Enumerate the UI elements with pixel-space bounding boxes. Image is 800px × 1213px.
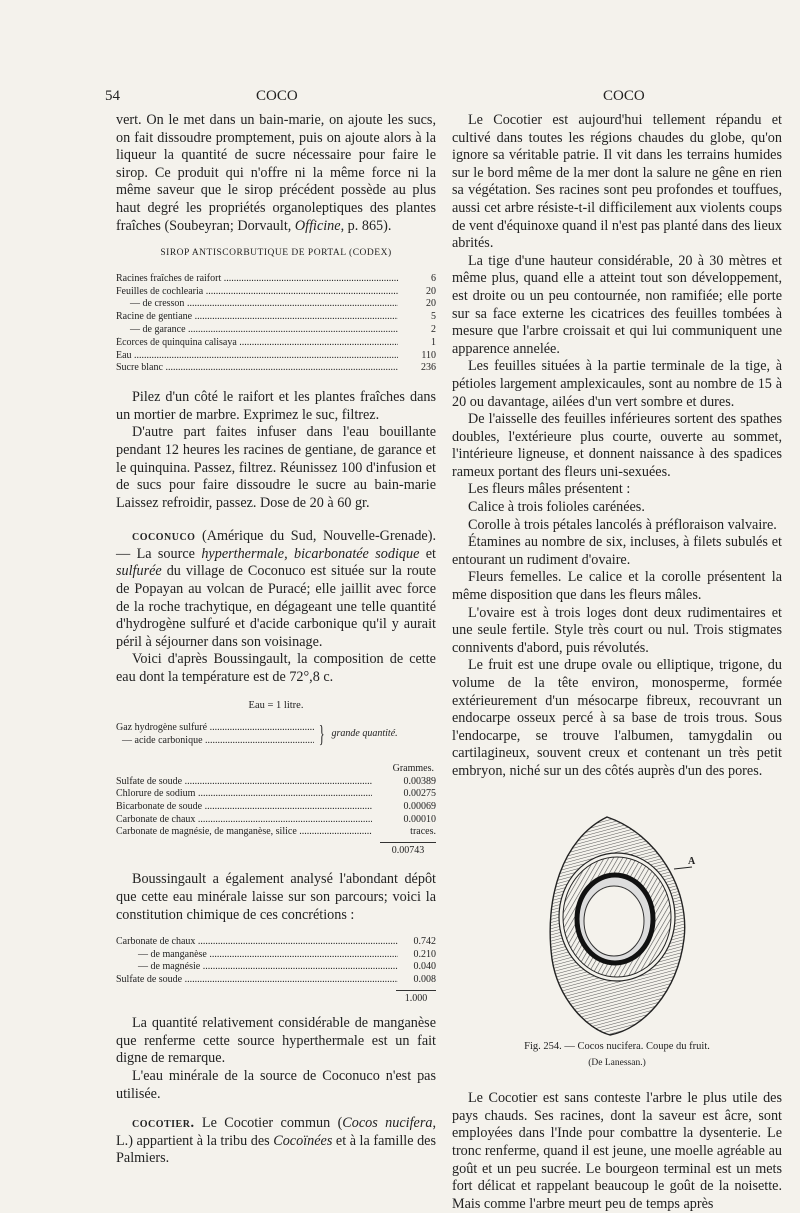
coconut-cross-section-figure	[452, 809, 782, 1039]
table-row: Eau ..... 110	[116, 350, 436, 363]
paragraph: Corolle à trois pétales lancolés à préfloraison valvaire.	[468, 516, 777, 533]
table-header: Grammes.	[392, 763, 434, 775]
paragraph: Calice à trois folioles carénées.	[468, 499, 645, 516]
running-title-left: COCO	[256, 88, 298, 104]
deposit-table	[116, 936, 436, 1005]
table-row: Carbonate de chaux ..... 0.00010	[116, 814, 436, 827]
brace: }	[318, 721, 325, 748]
entry-headword: coconuco	[132, 528, 196, 545]
paragraph: coconuco (Amérique du Sud, Nouvelle-Grenade). — La source hyperthermale, bicarbonatée sodique et sulfurée du village de Coconuco est située sur la route de Popayan au volcan de Puracé; elle jaillit avec force de la roche trachytique, en dégageant une telle quantité d'hydrogène sulfuré et d'acide carbonique qu'il y aurait péril à séjourner dans son voisinage.	[116, 528, 436, 650]
paragraph: Les fleurs mâles présentent :	[468, 481, 631, 498]
paragraph: Le Cocotier est aujourd'hui tellement répandu et cultivé dans toutes les régions chaudes du globe, qu'on ignore sa véritable patrie. Il vit dans les terrains humides sur le bord même de la mer dont la salure ne gêne en rien sa végétation. Ses racines sont peu profondes et touffues, aussi cet arbre résiste-t-il difficilement aux violents coups de vent d'équinoxe quand il n'est pas planté dans des lieux abrités.	[452, 112, 782, 252]
mineral-table	[116, 763, 436, 857]
table-row: — de garance ..... 2	[116, 324, 436, 337]
table-row: Bicarbonate de soude ..... 0.00069	[116, 801, 436, 814]
table-row: Écorces de quinquina calisaya ..... 1	[116, 337, 436, 350]
paragraph: La quantité relativement considérable de manganèse que renferme cette source hyperthermale est un fait digne de remarque.	[116, 1015, 436, 1067]
paragraph: La tige d'une hauteur considérable, 20 à 30 mètres et même plus, quand elle a atteint tout son développement, est droite ou un peu contournée, non ramifiée; elle porte sur sa face externe les cicatrices des feuilles tombées à mesure que l'arbre croissait et qui lui communiquent une apparence annelée.	[452, 252, 782, 357]
figure-caption: Fig. 254. — Cocos nucifera. Coupe du fruit.	[524, 1040, 710, 1052]
coconut-illustration	[452, 809, 782, 1039]
paragraph: Boussingault a également analysé l'abondant dépôt que cette eau minérale laisse sur son parcours; voici la constitution chimique de ces concrétions :	[116, 871, 436, 923]
table-total: 1.000	[116, 987, 436, 1006]
table-row: — acide carbonique .....	[116, 735, 314, 748]
paragraph: Le Cocotier est sans conteste l'arbre le plus utile des pays chauds. Ses racines, dont la saveur est âcre, sont employées dans l'Inde pour combattre la dysenterie. Le tronc renferme, quand il est jeune, une moelle agréable au goût et un peu sucrée. Le bourgeon terminal est un mets fort délicat et rappelant beaucoup le goût de la noisette. Mais comme l'arbre meurt peu de temps après	[452, 1090, 782, 1212]
figure-label-a: A	[688, 855, 696, 867]
figure-credit: (De Lanessan.)	[588, 1057, 646, 1068]
paragraph: Étamines au nombre de six, incluses, à filets subulés et entourant un rudiment d'ovaire.	[452, 534, 782, 568]
paragraph: Les feuilles situées à la partie terminale de la tige, à pétioles largement amplexicaules, sont au nombre de 15 à 20 ou davantage, ailées d'un vert sombre et dures.	[452, 358, 782, 410]
table-row: Feuilles de cochlearia ..... 20	[116, 286, 436, 299]
page-header	[0, 82, 800, 106]
table-row: Chlorure de sodium ..... 0.00275	[116, 788, 436, 801]
table-row: Carbonate de chaux ..... 0.742	[116, 936, 436, 949]
paragraph: Pilez d'un côté le raifort et les plantes fraîches dans un mortier de marbre. Exprimez le suc, filtrez.	[116, 389, 436, 423]
table-row: — de magnésie ..... 0.040	[116, 961, 436, 974]
paragraph: cocotier. Le Cocotier commun (Cocos nucifera, L.) appartient à la tribu des Cocoïnées et à la famille des Palmiers.	[116, 1115, 437, 1167]
table-row: Carbonate de magnésie, de manganèse, silice ..... traces.	[116, 826, 436, 839]
paragraph: D'autre part faites infuser dans l'eau bouillante pendant 12 heures les racines de gentiane, de garance et le quinquina. Passez, filtrez. Réunissez 100 d'infusion et de sucs pour faire dissoudre le sucre au bain-marie Laissez refroidir, passez. Dose de 20 à 60 gr.	[116, 424, 436, 511]
paragraph: Fleurs femelles. Le calice et la corolle présentent la même disposition que dans les fleurs mâles.	[452, 569, 782, 604]
paragraph: De l'aisselle des feuilles inférieures sortent des spathes doubles, l'extérieure plus courte, ouverte au sommet, l'intérieure ligneuse, et donnent naissance à des spadices rameux portant des fleurs uni-sexuées.	[452, 411, 782, 480]
water-volume: Eau = 1 litre.	[248, 699, 304, 711]
table-total: 0.00743	[116, 839, 436, 858]
left-column	[116, 112, 436, 1168]
right-column	[452, 112, 782, 1213]
table-caption: SIROP ANTISCORBUTIQUE DE PORTAL (CODEX)	[160, 248, 392, 259]
table-row: Sulfate de soude ..... 0.00389	[116, 776, 436, 789]
page-number: 54	[105, 88, 120, 104]
table-row: — de manganèse ..... 0.210	[116, 949, 436, 962]
table-row: — de cresson ..... 20	[116, 298, 436, 311]
table-row: Racine de gentiane ..... 5	[116, 311, 436, 324]
table-row: Gaz hydrogène sulfuré .....	[116, 722, 314, 735]
gas-quantity: grande quantité.	[331, 728, 398, 740]
paragraph: Voici d'après Boussingault, la composition de cette eau dont la température est de 72°,8 c.	[116, 651, 436, 686]
table-row: Sulfate de soude ..... 0.008	[116, 974, 436, 987]
entry-headword: cocotier.	[132, 1115, 195, 1132]
table-row: Racines fraîches de raifort ..... 6	[116, 273, 436, 286]
paragraph: L'ovaire est à trois loges dont deux rudimentaires et une seule fertile. Style très court ou nul. Trois stigmates connivents d'abord, puis révolutés.	[452, 604, 782, 656]
paragraph: Le fruit est une drupe ovale ou elliptique, trigone, du volume de la tête environ, monosperme, formée extérieurement d'un mésocarpe fibreux, recouvrant un endocarpe osseux percé à sa base de trois trous. Sous l'endocarpe, se trouve l'albumen, tamygdalin ou cartilagineux, souvent creux et contenant un très petit embryon, niché sur un des côtés auprès d'un des pores.	[452, 657, 782, 779]
paragraph: L'eau minérale de la source de Coconuco n'est pas utilisée.	[116, 1067, 436, 1102]
table-row: Sucre blanc ..... 236	[116, 362, 436, 375]
recipe-table	[116, 273, 436, 375]
gas-table	[116, 722, 436, 747]
running-title-right: COCO	[603, 88, 645, 104]
paragraph: vert. On le met dans un bain-marie, on ajoute les sucs, on fait dissoudre promptement, puis on ajoute alors à la liqueur la quantité de sucre nécessaire pour faire le sirop. Ce produit qui n'offre ni la même force ni la même saveur que le sirop précédent possède au plus haut degré les propriétés organoleptiques des plantes fraîches (Soubeyran; Dorvault, Officine, p. 865).	[116, 112, 436, 234]
